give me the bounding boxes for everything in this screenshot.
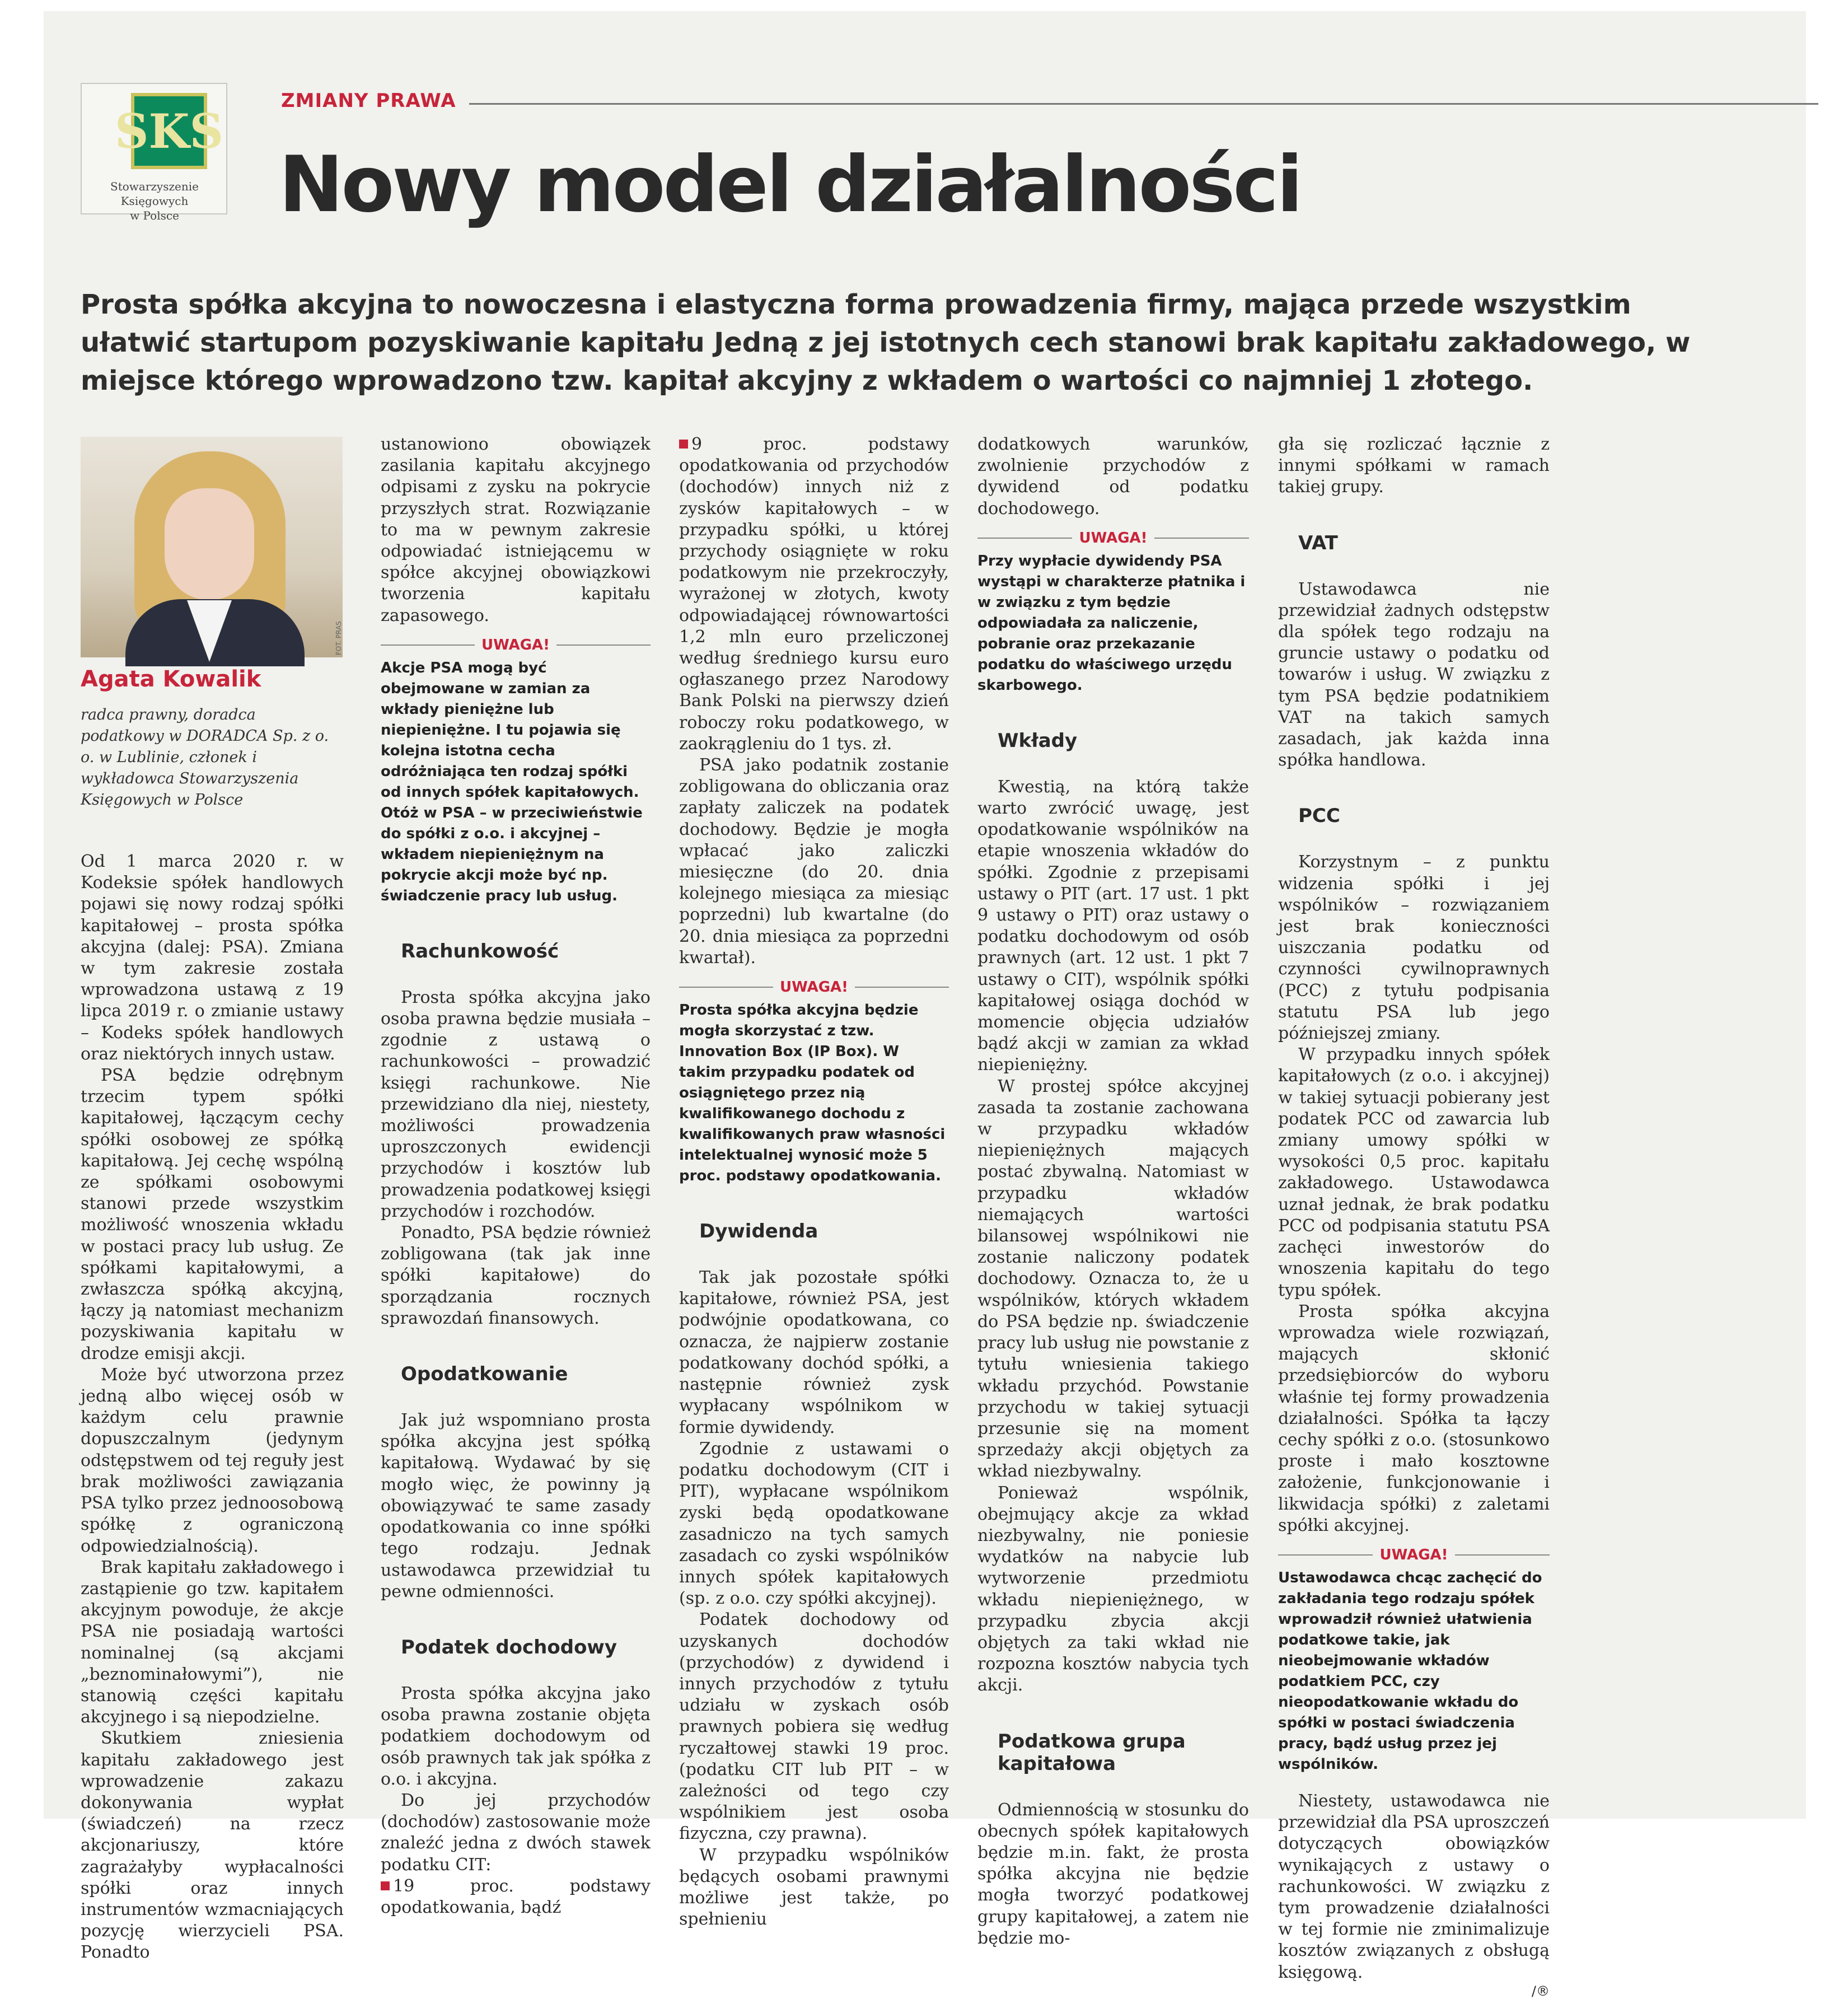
paragraph: Ponadto, PSA będzie również zobligowana (tak jak inne spółki kapitałowe) do sporządzania rocznych sprawozdań finansowych.	[381, 1223, 651, 1328]
paragraph: W przypadku wspólników będących osobami prawnymi możliwe jest także, po spełnieniu	[679, 1845, 949, 1930]
paragraph: PSA będzie odrębnym trzecim typem spółki kapitałowej, łączącym cechy spółki osobowej ze spółką kapitałową. Jej cechę wspólną ze spółkami osobowymi stanowi przede wszystkim możliwość wnoszenia wkładu w postaci pracy lub usług. Ze spółkami kapitałowymi, a zwłaszcza spółką akcyjną, łączy ją natomiast mechanizm pozyskiwania kapitału w drodze emisji akcji.	[81, 1066, 344, 1363]
paragraph: Odmiennością w stosunku do obecnych spółek kapitałowych będzie m.in. fakt, że prosta spółka akcyjna nie będzie mogła tworzyć podatkowej grupy kapitałowej, a zatem nie będzie mo-	[977, 1800, 1249, 1948]
paragraph: W przypadku innych spółek kapitałowych (z o.o. i akcyjnej) w takiej sytuacji pobierany jest podatek PCC od zawarcia lub zmiany umowy spółki w wysokości 0,5 proc. kapitału zakładowego. Ustawodawca uznał jednak, że brak podatku PCC od podpisania statutu PSA zachęci inwestorów do wnoszenia kapitału do tego typu spółek.	[1278, 1045, 1550, 1300]
article-column-1	[81, 851, 344, 1963]
article-title: Nowy model działalności	[279, 139, 1301, 230]
paragraph: Niestety, ustawodawca nie przewidział dla PSA uproszczeń dotyczących obowiązków wynikających z ustawy o rachunkowości. W związku z tym prowadzenie działalności w tej formie nie zminimalizuje kosztów związanych z obsługą księgową.	[1278, 1791, 1550, 1982]
author-photo	[81, 437, 343, 657]
uwaga-heading: UWAGA!	[977, 530, 1249, 547]
subheading: PCC	[1298, 805, 1340, 828]
paragraph: Prosta spółka akcyjna jako osoba prawna zostanie objęta podatkiem dochodowym od osób prawnych tak jak spółka z o.o. i akcyjna.	[381, 1683, 651, 1789]
paragraph: Zgodnie z ustawami o podatku dochodowym (CIT i PIT), wypłacane wspólnikom zyski będą opodatkowane zasadniczo na tych samych zasadach co zyski wspólników innych spółek kapitałowych (sp. z o.o. czy spółki akcyjnej).	[679, 1438, 949, 1609]
paragraph: Od 1 marca 2020 r. w Kodeksie spółek handlowych pojawi się nowy rodzaj spółki kapitałowej – prosta spółka akcyjna (dalej: PSA). Zmiana w tym zakresie została wprowadzona ustawą z 19 lipca 2019 r. o zmianie ustawy – Kodeks spółek handlowych oraz niektórych innych ustaw.	[81, 852, 344, 1064]
paragraph: gła się rozliczać łącznie z innymi spółkami w ramach takiej grupy.	[1278, 435, 1550, 497]
paragraph: Brak kapitału zakładowego i zastąpienie go tzw. kapitałem akcyjnym powoduje, że akcje PSA nie posiadają wartości nominalnej (są akcjami „beznominałowymi”), nie stanowią części kapitału akcyjnego i są niepodzielne.	[81, 1557, 344, 1727]
org-logo	[81, 83, 227, 222]
subheading: Rachunkowość	[401, 940, 559, 963]
article-column-2	[381, 434, 651, 1917]
article-column-5	[1278, 434, 1550, 1999]
sks-logo-mark: SKS	[131, 93, 207, 169]
uwaga-heading: UWAGA!	[679, 979, 949, 996]
paragraph: Prosta spółka akcyjna jako osoba prawna będzie musiała – zgodnie z ustawą o rachunkowości – prowadzić księgi rachunkowe. Nie przewidziano dla niej, niestety, możliwości prowadzenia uproszczonych ewidencji przychodów i kosztów lub prowadzenia podatkowej księgi przychodów i rozchodów.	[381, 987, 651, 1221]
section-label: ZMIANY PRAWA	[281, 90, 456, 112]
paragraph: Jak już wspomniano prosta spółka akcyjna jest spółką kapitałową. Wydawać by się mogło więc, że powinny ją obowiązywać te same zasady opodatkowania co inne spółki tego rodzaju. Jednak ustawodawca przewidział tu pewne odmienności.	[381, 1410, 651, 1601]
uwaga-box: Przy wypłacie dywidendy PSA wystąpi w charakterze płatnika i w związku z tym będzie odpowiadała za naliczenie, pobranie oraz przekazanie podatku do właściwego urzędu skarbowego.	[977, 552, 1246, 694]
paragraph: Do jej przychodów (dochodów) zastosowanie może znaleźć jedna z dwóch stawek podatku CIT:	[381, 1790, 651, 1875]
article-signature: /®	[1531, 1983, 1550, 1999]
logo-org-name: Stowarzyszenie Księgowych w Polsce	[110, 180, 199, 222]
paragraph: Ustawodawca nie przewidział żadnych odstępstw dla spółek tego rodzaju na gruncie ustawy o podatku od towarów i usług. W związku z tym PSA będzie podatnikiem VAT na takich samych zasadach, jak każda inna spółka handlowa.	[1278, 579, 1550, 770]
paragraph: ustanowiono obowiązek zasilania kapitału akcyjnego odpisami z zysku na pokrycie przyszłych strat. Rozwiązanie to ma w pewnym zakresie odpowiadać istniejącemu w spółce akcyjnej obowiązkowi tworzenia kapitału zapasowego.	[381, 435, 651, 625]
subheading: Podatkowa grupa kapitałowa	[998, 1730, 1186, 1775]
article-column-3	[679, 434, 949, 1930]
paragraph: Prosta spółka akcyjna wprowadza wiele rozwiązań, mających skłonić przedsiębiorców do wyboru właśnie tej formy prowadzenia działalności. Spółka ta łączy cechy spółki z o.o. (stosunkowo proste i mało kosztowne założenie, funkcjonowanie i likwidacja spółki) z zaletami spółki akcyjnej.	[1278, 1301, 1550, 1535]
bullet-item: 9 proc. podstawy opodatkowania od przychodów (dochodów) innych niż z zysków kapitałowych – w przypadku spółki, u której przychody osiągnięte w roku podatkowym nie przekroczyły, wyrażonej w złotych, kwoty odpowiadającej równowartości 1,2 mln euro przeliczonej według średniego kursu euro ogłaszanego przez Narodowy Bank Polski na pierwszy dzień roboczy roku podatkowego, w zaokrągleniu do 1 tys. zł.	[679, 434, 949, 755]
photo-credit: FOT. PRAS	[335, 621, 343, 655]
paragraph: Może być utworzona przez jedną albo więcej osób w każdym celu prawnie dopuszczalnym (jedynym odstępstwem od tej reguły jest brak możliwości zawiązania PSA tylko przez jednoosobową spółkę z ograniczoną odpowiedzialnością).	[81, 1365, 344, 1556]
uwaga-box: Prosta spółka akcyjna będzie mogła skorzystać z tzw. Innovation Box (IP Box). W takim przypadku podatek od osiągniętego przez nią kwalifikowanego dochodu z kwalifikowanych praw własności intelektualnej wynosić może 5 proc. podstawy opodatkowania.	[679, 1002, 946, 1185]
subheading: Wkłady	[998, 729, 1078, 752]
paragraph: dodatkowych warunków, zwolnienie przychodów z dywidend od podatku dochodowego.	[977, 435, 1249, 519]
paragraph: Korzystnym – z punktu widzenia spółki i jej wspólników – rozwiązaniem jest brak konieczności uiszczania podatku od czynności cywilnoprawnych (PCC) z tytułu podpisania statutu PSA lub jego późniejszej zmiany.	[1278, 852, 1550, 1044]
article-lead: Prosta spółka akcyjna to nowoczesna i elastyczna forma prowadzenia firmy, mająca przede wszystkim ułatwić startupom pozyskiwanie kapitału Jedną z jej istotnych cech stanowi brak kapitału zakładowego, w miejsce którego wprowadzono tzw. kapitał akcyjny z wkładem o wartości co najmniej 1 złotego.	[81, 289, 1691, 396]
section-rule	[469, 103, 1818, 105]
subheading: VAT	[1298, 531, 1338, 554]
author-name: Agata Kowalik	[81, 666, 261, 692]
article-column-4	[977, 434, 1249, 1948]
uwaga-box: Ustawodawca chcąc zachęcić do zakładania tego rodzaju spółek wprowadził również ułatwienia podatkowe takie, jak nieobejmowanie wkładów podatkiem PCC, czy nieopodatkowanie wkładu do spółki w postaci świadczenia pracy, bądź usług przez jej wspólników.	[1278, 1569, 1542, 1773]
paragraph: Kwestią, na którą także warto zwrócić uwagę, jest opodatkowanie wspólników na etapie wnoszenia wkładów do spółki. Zgodnie z przepisami ustawy o PIT (art. 17 ust. 1 pkt 9 ustawy o PIT) oraz ustawy o podatku dochodowym od osób prawnych (art. 12 ust. 1 pkt 7 ustawy o CIT), wspólnik spółki kapitałowej osiąga dochód w momencie objęcia udziałów bądź akcji w zamian za wkład niepieniężny.	[977, 777, 1249, 1075]
paragraph: Ponieważ wspólnik, obejmujący akcje za wkład niezbywalny, nie poniesie wydatków na nabycie lub wytworzenie przedmiotu wkładu niepieniężnego, w przypadku zbycia akcji objętych za taki wkład nie rozpozna kosztów nabycia tych akcji.	[977, 1483, 1249, 1696]
author-bio: radca prawny, doradca podatkowy w DORADCA Sp. z o. o. w Lublinie, członek i wykładowca Stowarzyszenia Księgowych w Polsce	[81, 706, 329, 809]
newspaper-page	[44, 11, 1806, 1999]
subheading: Opodatkowanie	[401, 1363, 568, 1386]
paragraph: Skutkiem zniesienia kapitału zakładowego jest wprowadzenie zakazu dokonywania wypłat (świadczeń) na rzecz akcjonariuszy, które zagrażałyby wypłacalności spółki oraz innych instrumentów wzmacniających pozycję wierzycieli PSA. Ponadto	[81, 1729, 344, 1963]
subheading: Podatek dochodowy	[401, 1636, 617, 1659]
subheading: Dywidenda	[699, 1220, 818, 1243]
uwaga-heading: UWAGA!	[381, 637, 651, 653]
uwaga-heading: UWAGA!	[1278, 1547, 1550, 1563]
uwaga-box: Akcje PSA mogą być obejmowane w zamian za wkłady pieniężne lub niepieniężne. I tu pojawia się kolejna istotna cecha odróżniająca ten rodzaj spółki od innych spółek kapitałowych. Otóż w PSA – w przeciwieństwie do spółki z o.o. i akcyjnej – wkładem niepieniężnym na pokrycie akcji może być np. świadczenie pracy lub usług.	[381, 659, 643, 904]
paragraph: Tak jak pozostałe spółki kapitałowe, również PSA, jest podwójnie opodatkowana, co oznacza, że najpierw zostanie podatkowany dochód spółki, a następnie również zysk wypłacany wspólnikom w formie dywidendy.	[679, 1268, 949, 1437]
paragraph: PSA jako podatnik zostanie zobligowana do obliczania oraz zapłaty zaliczek na podatek dochodowy. Będzie je mogła wpłacać jako zaliczki miesięczne (do 20. dnia kolejnego miesiąca za miesiąc poprzedni) lub kwartalne (do 20. dnia miesiąca za poprzedni kwartał).	[679, 755, 949, 968]
paragraph: Podatek dochodowy od uzyskanych dochodów (przychodów) z dywidend i innych przychodów z tytułu udziału w zyskach osób prawnych pobiera się według ryczałtowej stawki 19 proc. (podatku CIT lub PIT – w zależności od tego czy wspólnikiem jest osoba fizyczna, czy prawna).	[679, 1610, 949, 1844]
paragraph: W prostej spółce akcyjnej zasada ta zostanie zachowana w przypadku wkładów niepieniężnych mających postać zbywalną. Natomiast w przypadku wkładów niemających wartości bilansowej wspólnikowi nie zostanie naliczony podatek dochodowy. Oznacza to, że u wspólników, których wkładem do PSA będzie np. świadczenie pracy lub usług nie powstanie z tytułu wniesienia takiego wkładu przychód. Powstanie przychodu w takiej sytuacji przesunie się na moment sprzedaży akcji objętych za wkład niezbywalny.	[977, 1076, 1249, 1482]
bullet-item: 19 proc. podstawy opodatkowania, bądź	[381, 1876, 651, 1918]
